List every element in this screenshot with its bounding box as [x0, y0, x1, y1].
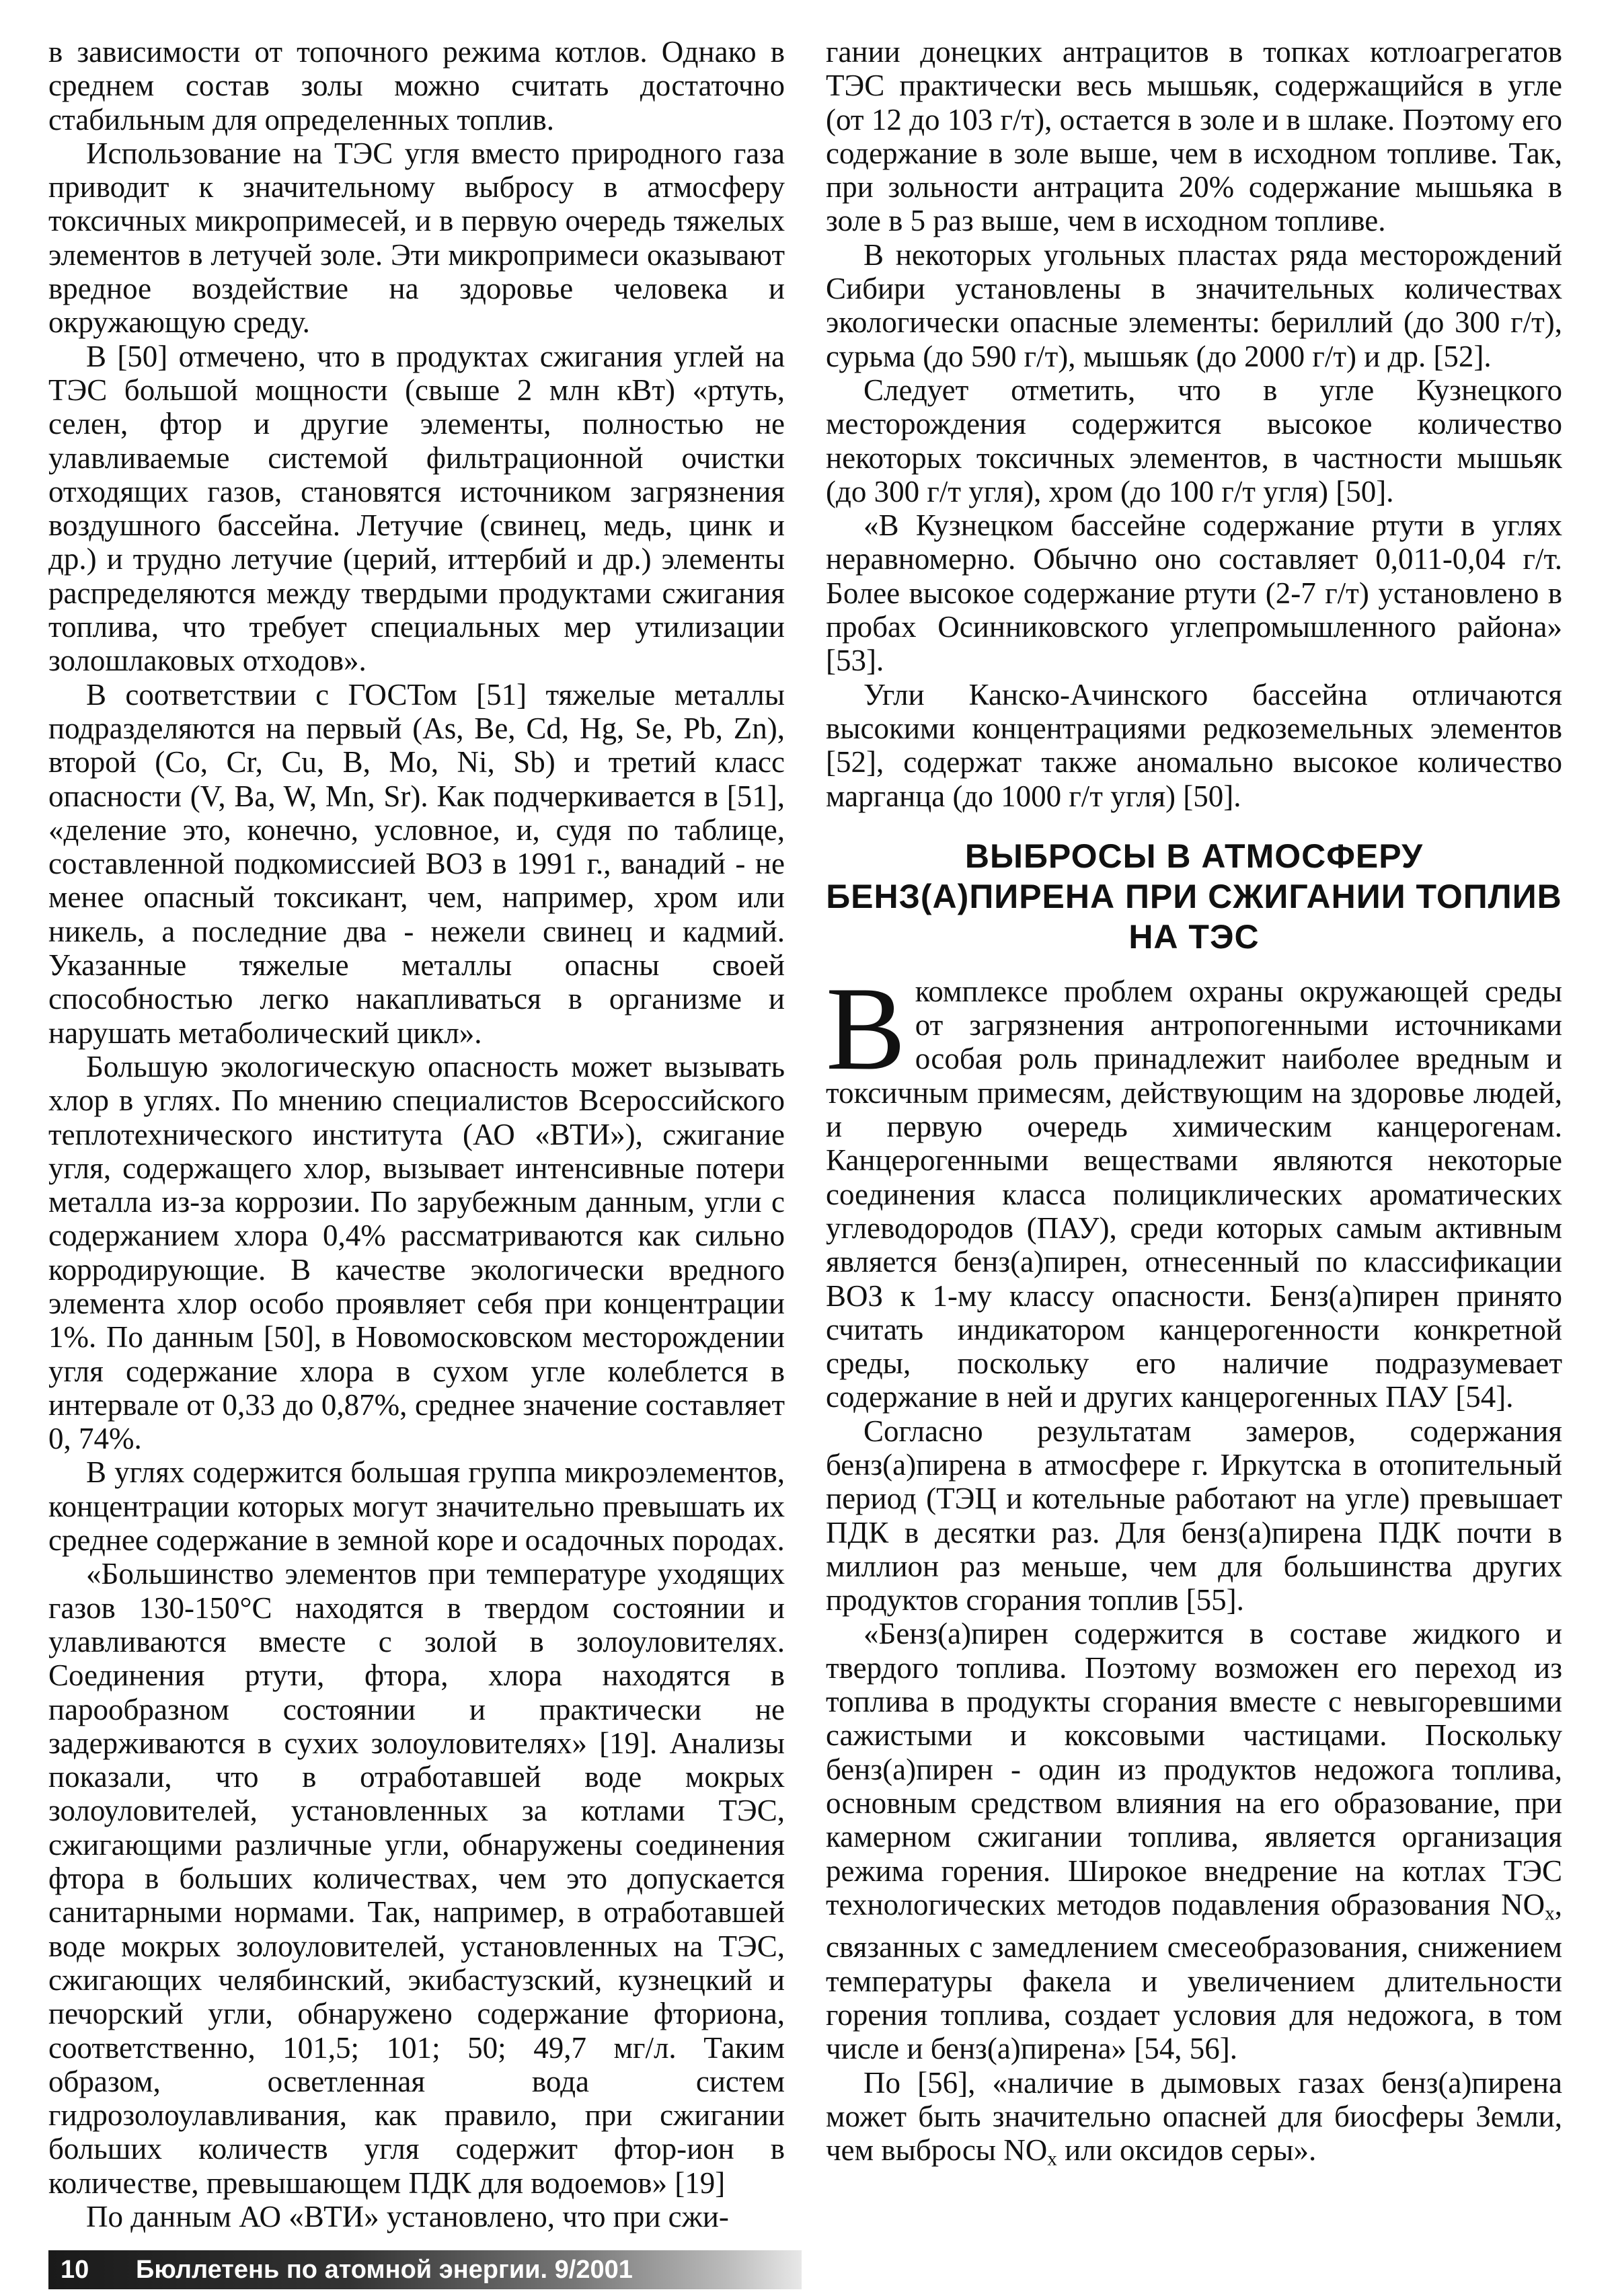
paragraph: «Большинство элементов при температуре уходящих газов 130-150°С находятся в твердом состоянии и улавливаются вместе с золой в золоуловителях. Соединения ртути, фтора, хлора находятся в парообразном состоянии и практически не задерживаются в сухих золоуловителях» [19]. Анализы показали, что в отработавшей воде мокрых золоуловителей, установленных за котлами ТЭС, сжигающими различные угли, обнаружены соединения фтора в больших количествах, чем это допускается санитарными нормами. Так, например, в отработавшей воде мокрых золоуловителей, установленных на ТЭС, сжигающих челябинский, экибастузский, кузнецкий и печорский угли, обнаружено содержание фториона, соответственно, 101,5; 101; 50; 49,7 мг/л. Таким образом, осветленная вода систем гидрозолоулавливания, как правило, при сжигании больших количеств угля содержит фтор-ион в количестве, превышающем ПДК для водоемов» [19] [48, 1557, 785, 2200]
paragraph [826, 1617, 1562, 2065]
paragraph: «В Кузнецком бассейне содержание ртути в углях неравномерно. Обычно оно составляет 0,011-0,04 г/т. Более высокое содержание ртути (2-7 г/т) установлено в пробах Осинниковского углепромышленного района» [53]. [826, 508, 1562, 678]
paragraph: Использование на ТЭС угля вместо природного газа приводит к значительному выбросу в атмосферу токсичных микропримесей, и в первую очередь тяжелых элементов в летучей золе. Эти микропримеси оказывают вредное воздействие на здоровье человека и окружающую среду. [48, 136, 785, 340]
paragraph: Следует отметить, что в угле Кузнецкого месторождения содержится высокое количество некоторых токсичных элементов, в частности мышьяк (до 300 г/т угля), хром (до 100 г/т угля) [50]. [826, 373, 1562, 508]
publication-title: Бюллетень по атомной энергии. 9/2001 [136, 2256, 633, 2284]
paragraph: По данным АО «ВТИ» установлено, что при сжи- [86, 2200, 729, 2233]
paragraph-text: По [56], «наличие в дымовых газах бенз(а)пирена может быть значительно опасней для биосферы Земли, чем выбросы NO [826, 2065, 1562, 2168]
subscript: х [1545, 1903, 1555, 1925]
subscript: х [1047, 2148, 1057, 2170]
paragraph-text: или оксидов серы». [1056, 2133, 1317, 2168]
paragraph-with-dropcap [826, 961, 1562, 1414]
paragraph: Большую экологическую опасность может вызывать хлор в углях. По мнению специалистов Всероссийского теплотехнического института (АО «ВТИ»), сжигание угля, содержащего хлор, вызывает интенсивные потери металла из-за коррозии. По зарубежным данным, угли с содержанием хлора 0,4% рассматриваются как сильно корродирующие. В качестве экологически вредного элемента хлор особо проявляет себя при концентрации 1%. По данным [50], в Новомосковском месторождении угля содержание хлора в сухом угле колеблется в интервале от 0,33 до 0,87%, среднее значение составляет 0, 74%. [48, 1049, 785, 1456]
section-heading: ВЫБРОСЫ В АТМОСФЕРУ БЕНЗ(А)ПИРЕНА ПРИ СЖИГАНИИ ТОПЛИВ НА ТЭС [826, 837, 1562, 956]
paragraph: в зависимости от топочного режима котлов. Однако в среднем состав золы можно считать достаточно стабильным для определенных топлив. [48, 35, 785, 137]
paragraph: Угли Канско-Ачинского бассейна отличаются высокими концентрациями редкоземельных элементов [52], содержат также аномально высокое количество марганца (до 1000 г/т угля) [50]. [826, 677, 1562, 813]
paragraph: В соответствии с ГОСТом [51] тяжелые металлы подразделяются на первый (As, Be, Cd, Hg, Se, Pb, Zn), второй (Co, Cr, Cu, B, Mo, Ni, Sb) и третий класс опасности (V, Ba, W, Mn, Sr). Как подчеркивается в [51], «деление это, конечно, условное, и, судя по таблице, составленной подкомиссией ВОЗ в 1991 г., ванадий - не менее опасный токсикант, чем, например, хром или никель, а последние два - нежели свинец и кадмий. Указанные тяжелые металлы опасны своей способностью легко накапливаться в организме и нарушать метаболический цикл». [48, 677, 785, 1050]
paragraph: В [50] отмечено, что в продуктах сжигания углей на ТЭС большой мощности (свыше 2 млн кВт) «ртуть, селен, фтор и другие элементы, полностью не улавливаемые системой фильтрационной очистки отходящих газов, становятся источником загрязнения воздушного бассейна. Летучие (свинец, медь, цинк и др.) и трудно летучие (церий, иттербий и др.) элементы распределяются между твердыми продуктами сжигания топлива, что требует специальных мер утилизации золошлаковых отходов». [48, 339, 785, 678]
page-number: 10 [61, 2256, 89, 2284]
paragraph: Согласно результатам замеров, содержания бенз(а)пирена в атмосфере г. Иркутска в отопительный период (ТЭЦ и котельные работают на угле) превышает ПДК в десятки раз. Для бенз(а)пирена ПДК почти в миллион раз меньше, чем для большинства других продуктов сгорания топлив [55]. [826, 1414, 1562, 1617]
paragraph: В углях содержится большая группа микроэлементов, концентрации которых могут значительно превышать их среднее содержание в земной коре и осадочных породах. [48, 1455, 785, 1558]
drop-cap: В [826, 961, 906, 1095]
paragraph-text: комплексе проблем охраны окружающей среды от загрязнения антропогенными источниками особая роль принадлежит наиболее вредным и токсичным примесям, действующим на здоровье людей, и первую очередь химическим канцерогенам. Канцерогенными веществами являются некоторые соединения класса полициклических ароматических углеводородов (ПАУ), среди которых самым активным является бенз(а)пирен, отнесенный по классификации ВОЗ к 1-му классу опасности. Бенз(а)пирен принято считать индикатором канцерогенности конкретной среды, поскольку его наличие подразумевает содержание в ней и других канцерогенных ПАУ [54]. [826, 974, 1562, 1414]
paragraph-text: «Бенз(а)пирен содержится в составе жидкого и твердого топлива. Поэтому возможен его переход из топлива в продукты сгорания вместе с невыгоревшими сажистыми и коксовыми частицами. Поскольку бенз(а)пирен - один из продуктов недожога топлива, основным средством влияния на его образование, при камерном сжигании топлива, является организация режима горения. Широкое внедрение на котлах ТЭС технологических методов подавления образования NO [826, 1617, 1562, 1921]
right-column [826, 35, 1562, 2176]
paragraph [826, 2066, 1562, 2176]
paragraph: В некоторых угольных пластах ряда месторождений Сибири установлены в значительных количествах экологически опасные элементы: бериллий (до 300 г/т), сурьма (до 590 г/т), мышьяк (до 2000 г/т) и др. [52]. [826, 237, 1562, 373]
paragraph-text: , связанных с замедлением смесеобразования, снижением температуры факела и увеличением длительности горения топлива, создает условия для недожога, в том числе и бенз(а)пирена» [54, 56]. [826, 1887, 1562, 2066]
left-column [48, 35, 785, 2233]
paragraph: гании донецких антрацитов в топках котлоагрегатов ТЭС практически весь мышьяк, содержащийся в угле (от 12 до 103 г/т), остается в золе и в шлаке. Поэтому его содержание в золе выше, чем в исходном топливе. Так, при зольности антрацита 20% содержание мышьяка в золе в 5 раз выше, чем в исходном топливе. [826, 35, 1562, 238]
page-footer [48, 2250, 802, 2289]
